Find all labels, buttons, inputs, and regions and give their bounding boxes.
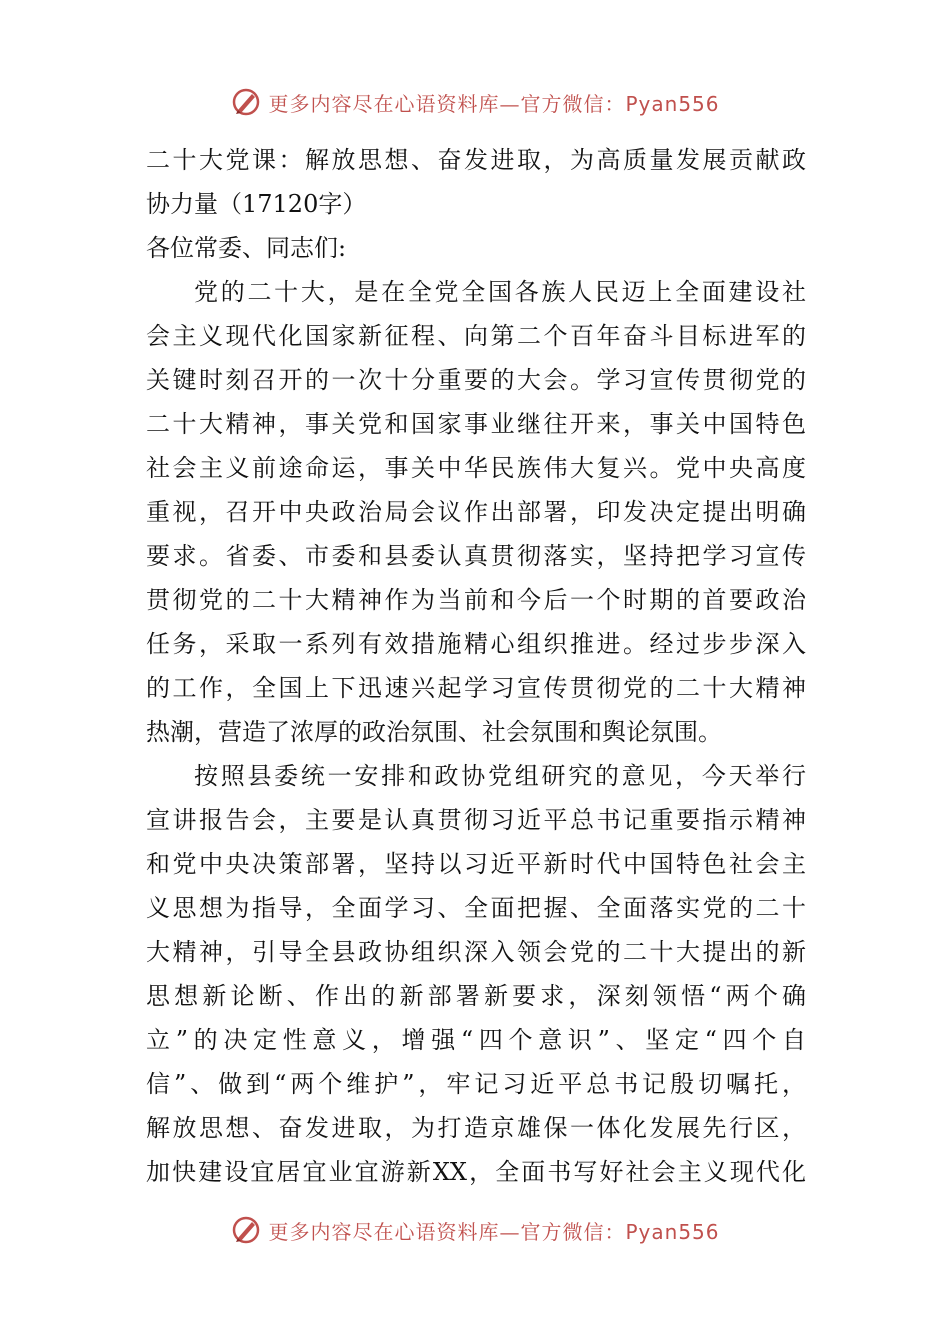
paragraph-1-line-4: 二十大精神，事关党和国家事业继往开来，事关中国特色	[146, 410, 806, 438]
pen-logo-icon	[230, 86, 262, 118]
document-body	[146, 138, 806, 1194]
header-banner	[0, 82, 950, 122]
banner-label: 更多内容尽在心语资料库—官方微信：	[268, 91, 626, 116]
paragraph-1-line-11: 热潮，营造了浓厚的政治氛围、社会氛围和舆论氛围。	[146, 718, 722, 746]
paragraph-1-line-9: 任务，采取一系列有效措施精心组织推进。经过步步深入	[146, 630, 806, 658]
paragraph-1-line-8: 贯彻党的二十大精神作为当前和今后一个时期的首要政治	[146, 586, 806, 614]
paragraph-2-line-2: 宣讲报告会，主要是认真贯彻习近平总书记重要指示精神	[146, 806, 806, 834]
footer-banner	[0, 1210, 950, 1250]
banner-text	[268, 88, 719, 117]
banner-wechat-id: Pyan556	[625, 1219, 720, 1244]
paragraph-2-line-8: 信”、做到“两个维护”，牢记习近平总书记殷切嘱托，	[146, 1070, 806, 1098]
paragraph-1-line-10: 的工作，全国上下迅速兴起学习宣传贯彻党的二十大精神	[146, 674, 806, 702]
paragraph-2-line-1: 按照县委统一安排和政协党组研究的意见，今天举行	[194, 762, 806, 790]
paragraph-1-line-6: 重视，召开中央政治局会议作出部署，印发决定提出明确	[146, 498, 806, 526]
paragraph-2-line-9: 解放思想、奋发进取，为打造京雄保一体化发展先行区，	[146, 1114, 806, 1142]
paragraph-1-line-3: 关键时刻召开的一次十分重要的大会。学习宣传贯彻党的	[146, 366, 806, 394]
paragraph-2-line-3: 和党中央决策部署，坚持以习近平新时代中国特色社会主	[146, 850, 806, 878]
paragraph-1-line-2: 会主义现代化国家新征程、向第二个百年奋斗目标进军的	[146, 322, 806, 350]
paragraph-2-line-6: 思想新论断、作出的新部署新要求，深刻领悟“两个确	[146, 982, 806, 1010]
paragraph-1-line-5: 社会主义前途命运，事关中华民族伟大复兴。党中央高度	[146, 454, 806, 482]
banner-wechat-id: Pyan556	[625, 91, 720, 116]
salutation: 各位常委、同志们:	[146, 234, 347, 262]
paragraph-2-line-5: 大精神，引导全县政协组织深入领会党的二十大提出的新	[146, 938, 806, 966]
paragraph-2-line-7: 立”的决定性意义，增强“四个意识”、坚定“四个自	[146, 1026, 806, 1054]
title-line-1: 二十大党课：解放思想、奋发进取，为高质量发展贡献政	[146, 146, 806, 174]
pen-logo-icon	[230, 1214, 262, 1246]
paragraph-1-line-7: 要求。省委、市委和县委认真贯彻落实，坚持把学习宣传	[146, 542, 806, 570]
banner-text	[268, 1216, 719, 1245]
banner-label: 更多内容尽在心语资料库—官方微信：	[268, 1219, 626, 1244]
paragraph-1-line-1: 党的二十大，是在全党全国各族人民迈上全面建设社	[194, 278, 806, 306]
title-line-2: 协力量（17120字）	[146, 190, 367, 218]
paragraph-2-line-4: 义思想为指导，全面学习、全面把握、全面落实党的二十	[146, 894, 806, 922]
paragraph-2-line-10: 加快建设宜居宜业宜游新XX，全面书写好社会主义现代化	[146, 1158, 806, 1186]
